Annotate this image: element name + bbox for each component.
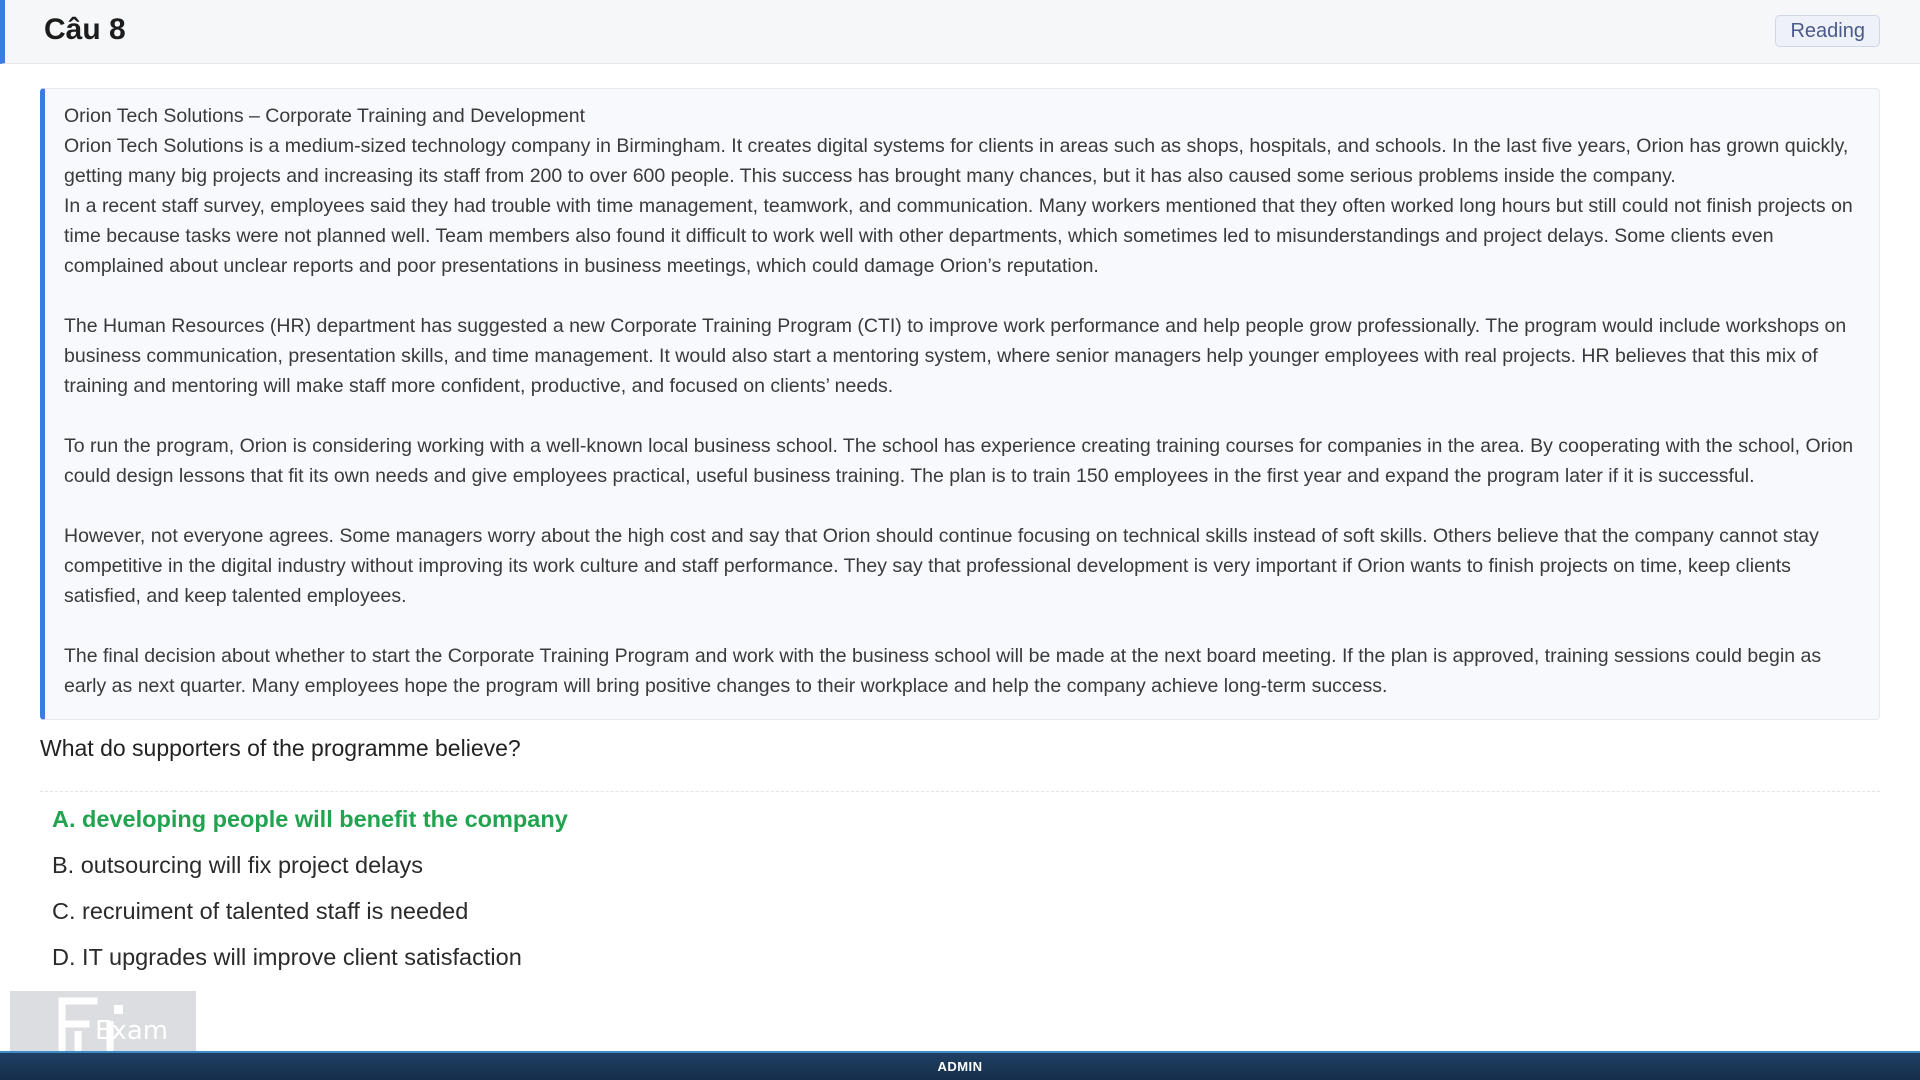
question-header [0, 0, 1920, 64]
passage-paragraph-3: The Human Resources (HR) department has suggested a new Corporate Training Program (CTI) to improve work performance and help people grow professionally. The program would include workshops on business communication, presentation skills, and time management. It would also start a mentoring system, where senior managers help younger employees with real projects. HR believes that this mix of training and mentoring will make staff more confident, productive, and focused on clients’ needs. [64, 315, 1847, 397]
question-text: What do supporters of the programme believe? [40, 735, 521, 761]
user-label: ADMIN [937, 1059, 983, 1074]
reading-passage [40, 88, 1880, 720]
logo-label: Exam [95, 1016, 169, 1046]
status-footer [0, 1051, 1920, 1080]
passage-paragraph-1: Orion Tech Solutions is a medium-sized technology company in Birmingham. It creates digital systems for clients in areas such as shops, hospitals, and schools. In the last five years, Orion has grown quickly, getting many big projects and increasing its staff from 200 to over 600 people. This success has brought many chances, but it has also caused some serious problems inside the company. [64, 135, 1849, 187]
passage-paragraph-2: In a recent staff survey, employees said they had trouble with time management, teamwork, and communication. Many workers mentioned that they often worked long hours but still could not finish projects on time because tasks were not planned well. Team members also found it difficult to work well with other departments, which sometimes led to misunderstandings and project delays. Some clients even complained about unclear reports and poor presentations in business meetings, which could damage Orion’s reputation. [64, 195, 1853, 277]
answer-option-c[interactable]: C. recruiment of talented staff is needed [52, 898, 469, 924]
section-tag-reading: Reading [1775, 15, 1880, 47]
passage-paragraph-5: However, not everyone agrees. Some managers worry about the high cost and say that Orion should continue focusing on technical skills instead of soft skills. Others believe that the company cannot stay competitive in the digital industry without improving its work culture and staff performance. They say that professional development is very important if Orion wants to finish projects on time, keep clients satisfied, and keep talented employees. [64, 525, 1819, 607]
passage-paragraph-6: The final decision about whether to start the Corporate Training Program and work with the business school will be made at the next board meeting. If the plan is approved, training sessions could begin as early as next quarter. Many employees hope the program will bring positive changes to their workplace and help the company achieve long-term success. [64, 645, 1822, 697]
question-number-title: Câu 8 [44, 13, 126, 46]
divider [40, 791, 1880, 792]
answer-option-b[interactable]: B. outsourcing will fix project delays [52, 852, 423, 878]
answer-option-d[interactable]: D. IT upgrades will improve client satisfaction [52, 944, 522, 970]
answer-option-a[interactable]: A. developing people will benefit the company [52, 806, 568, 832]
passage-title: Orion Tech Solutions – Corporate Training and Development [64, 105, 586, 127]
passage-paragraph-4: To run the program, Orion is considering working with a well-known local business school. The school has experience creating training courses for companies in the area. By cooperating with the school, Orion could design lessons that fit its own needs and give employees practical, useful business training. The plan is to train 150 employees in the first year and expand the program later if it is successful. [64, 435, 1854, 487]
